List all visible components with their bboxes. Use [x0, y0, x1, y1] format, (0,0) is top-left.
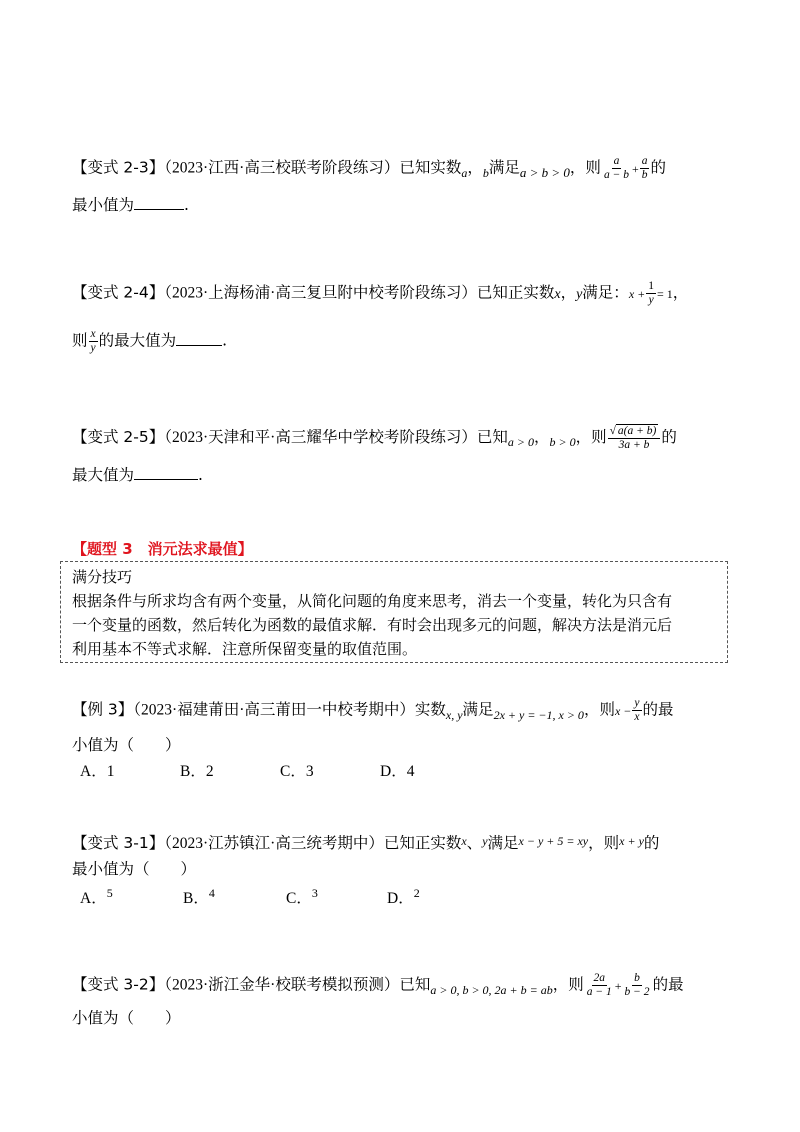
- problem-text: 最大值为: [72, 466, 135, 484]
- problem-text: 则: [72, 331, 88, 350]
- problem-3-2-line2: [72, 1008, 181, 1028]
- punct: ，: [560, 283, 577, 302]
- technique-box: [60, 561, 728, 663]
- problem-tag: 【例 3】: [72, 700, 134, 719]
- example-3-line1: [72, 697, 674, 724]
- punct: 、: [466, 834, 483, 852]
- problem-3-1-line1: [72, 833, 659, 854]
- math-condition: a > 0, b > 0, 2a + b = ab: [430, 982, 553, 997]
- fraction: $\frac{x}{y}$: [90, 328, 96, 354]
- problem-source: （2023·江西·高三校联考阶段练习）: [164, 159, 400, 177]
- math-var: x, y: [445, 707, 463, 722]
- problem-2-3-line1: [72, 155, 666, 182]
- math-var: y: [482, 834, 488, 848]
- math-condition: 2x + y = −1, x > 0: [493, 707, 584, 722]
- problem-tag: 【变式 2-5】: [72, 428, 165, 446]
- fraction: $\frac{b}{b - 2}$: [624, 972, 650, 998]
- problem-text: 的: [643, 834, 660, 852]
- problem-source: （2023·上海杨浦·高三复旦附中校考阶段练习）: [164, 284, 477, 302]
- technique-line: 利用基本不等式求解．注意所保留变量的取值范围。: [72, 640, 418, 658]
- problem-3-1-line2: [72, 859, 196, 879]
- problem-text: 小值为（ ）: [72, 736, 181, 754]
- example-3-line2: [72, 735, 181, 755]
- problem-2-4-line2: [72, 328, 227, 355]
- option-a[interactable]: A．1: [80, 763, 115, 780]
- problem-text: 已知实数: [399, 158, 462, 177]
- problem-source: （2023·江苏镇江·高三统考期中）: [164, 835, 384, 852]
- problem-2-4-line1: [72, 280, 688, 307]
- option-b[interactable]: B．$^4$: [183, 886, 215, 907]
- fraction: $\frac{2a}{a - 1}$: [586, 972, 612, 998]
- problem-3-2-line1: [72, 972, 684, 999]
- option-c[interactable]: C．3: [280, 763, 314, 780]
- punct: ，: [467, 158, 483, 177]
- problem-text: 满足: [487, 834, 519, 852]
- problem-text: 实数: [414, 700, 446, 719]
- math-condition: a > 0: [507, 435, 534, 449]
- answer-blank[interactable]: [134, 195, 184, 210]
- fraction: $\frac{a}{b}$: [641, 155, 648, 181]
- punct: ，: [533, 428, 550, 446]
- punct: .: [222, 331, 228, 350]
- technique-title: 满分技巧: [72, 568, 133, 586]
- fraction: $\frac{y}{x}$: [634, 697, 640, 723]
- problem-text: 的: [661, 428, 677, 446]
- problem-source: （2023·天津和平·高三耀华中学校考阶段练习）: [164, 429, 477, 446]
- problem-text: 已知正实数: [383, 834, 462, 852]
- math-expr: x +: [628, 286, 646, 301]
- math-var: b: [482, 165, 489, 180]
- punct: .: [198, 466, 203, 484]
- problem-text: 小值为（ ）: [72, 1009, 181, 1027]
- problem-text: 已知正实数: [476, 283, 555, 302]
- answer-blank[interactable]: [134, 465, 198, 480]
- technique-line: 一个变量的函数，然后转化为函数的最值求解．有时会出现多元的问题，解决方法是消元后: [72, 616, 673, 634]
- technique-line: 根据条件与所求均含有两个变量，从简化问题的角度来思考，消去一个变量，转化为只含有: [72, 592, 673, 610]
- problem-source: （2023·福建莆田·高三莆田一中校考期中）: [133, 701, 415, 719]
- problem-text: 满足：: [582, 283, 629, 302]
- problem-text: ，则: [552, 975, 584, 994]
- math-var: a: [461, 165, 468, 180]
- problem-text: 满足: [488, 158, 520, 177]
- problem-2-5-line1: [72, 424, 677, 452]
- problem-text: ，则: [575, 428, 607, 446]
- problem-text: 已知: [399, 975, 431, 994]
- problem-text: ，则: [588, 834, 620, 852]
- option-a[interactable]: A．$^5$: [80, 886, 113, 907]
- option-d[interactable]: D．$^2$: [387, 886, 420, 907]
- problem-text: 最小值为（ ）: [72, 860, 197, 878]
- math-var: x: [461, 834, 467, 848]
- option-d[interactable]: D．4: [380, 763, 415, 780]
- problem-text: 的最大值为: [98, 331, 177, 350]
- fraction: $\frac{a}{a - b}$: [603, 155, 629, 181]
- problem-text: 已知: [476, 428, 508, 446]
- math-op: +: [631, 161, 639, 176]
- problem-tag: 【变式 3-2】: [72, 975, 165, 994]
- fraction: $\frac{1}{y}$: [648, 280, 654, 306]
- problem-2-5-line2: [72, 465, 203, 485]
- problem-text: 的: [650, 158, 666, 177]
- math-op: +: [614, 978, 622, 993]
- problem-2-3-line2: [72, 195, 189, 215]
- math-expr: = 1: [657, 286, 673, 301]
- problem-text: 满足: [462, 700, 494, 719]
- problem-text: ，则: [569, 158, 601, 177]
- problem-source: （2023·浙江金华·校联考模拟预测）: [164, 976, 400, 994]
- problem-tag: 【变式 2-4】: [72, 283, 165, 302]
- math-expr: x −: [614, 703, 632, 718]
- fraction: $\frac{√ a(a + b)}{3a + b}$: [608, 424, 661, 452]
- option-b[interactable]: B．2: [180, 763, 214, 780]
- math-condition: b > 0: [549, 435, 576, 449]
- answer-blank[interactable]: [176, 331, 222, 346]
- punct: .: [184, 196, 189, 214]
- section-heading: 【题型 3 消元法求最值】: [72, 540, 253, 558]
- math-var: y: [576, 286, 583, 302]
- punct: ，: [672, 283, 689, 302]
- math-condition: x − y + 5 = xy: [518, 834, 589, 848]
- math-expr: x + y: [619, 834, 644, 848]
- problem-tag: 【变式 2-3】: [72, 158, 165, 177]
- math-condition: a > b > 0: [519, 164, 570, 180]
- option-c[interactable]: C．$^3$: [286, 886, 318, 907]
- problem-text: 最小值为: [72, 196, 135, 214]
- problem-text: 的最: [642, 700, 674, 719]
- problem-text: 的最: [652, 975, 684, 994]
- problem-tag: 【变式 3-1】: [72, 834, 165, 852]
- math-var: x: [554, 286, 561, 302]
- problem-text: ，则: [583, 700, 615, 719]
